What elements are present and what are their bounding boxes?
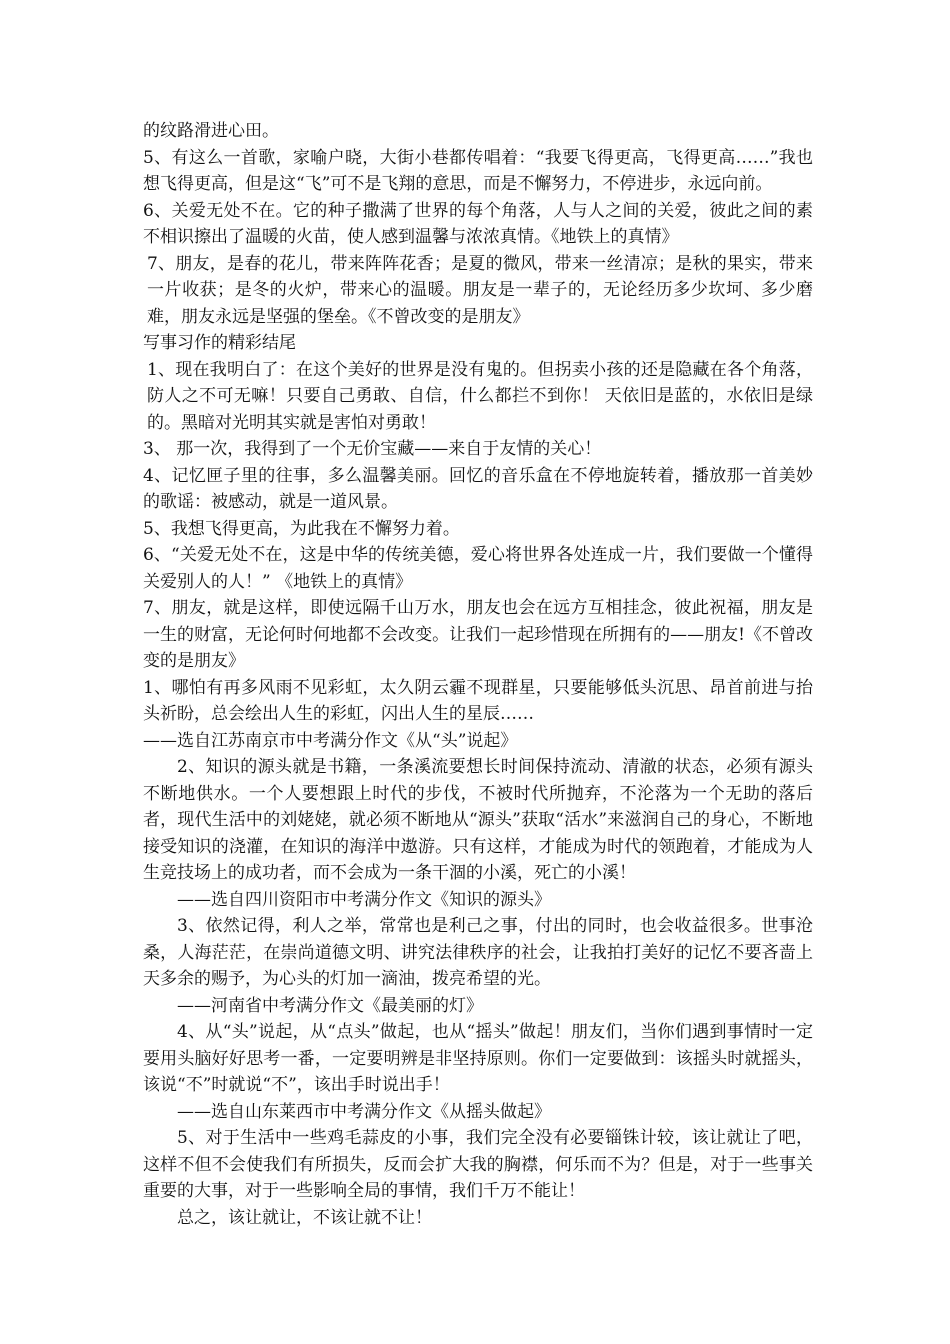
paragraph: 1、哪怕有再多风雨不见彩虹，太久阴云霾不现群星，只要能够低头沉思、昂首前进与抬头祈盼，总会绘出人生的彩虹，闪出人生的星辰…… [143,677,813,724]
document-body [143,118,813,1231]
paragraph: 5、我想飞得更高，为此我在不懈努力着。 [143,518,460,539]
paragraph: 1、现在我明白了：在这个美好的世界是没有鬼的。但拐卖小孩的还是隐藏在各个角落，防人之不可无嘛！只要自己勇敢、自信，什么都拦不到你！ 天依旧是蓝的，水依旧是绿的。黑暗对光明其实就是害怕对勇敢！ [147,359,813,433]
paragraph: 5、有这么一首歌，家喻户晓，大街小巷都传唱着：“我要飞得更高，飞得更高……”我也想飞得更高，但是这“飞”可不是飞翔的意思，而是不懈努力，不停进步，永远向前。 [143,147,813,194]
paragraph: 总之，该让就让，不该让就不让！ [177,1207,432,1228]
paragraph: ——选自山东莱西市中考满分作文《从摇头做起》 [177,1101,551,1122]
paragraph: 3、依然记得，利人之举，常常也是利己之事，付出的同时，也会收益很多。世事沧桑，人海茫茫，在崇尚道德文明、讲究法律秩序的社会，让我拍打美好的记忆不要吝啬上天多余的赐予，为心头的灯加一滴油，拨亮希望的光。 [143,916,813,989]
paragraph: 6、关爱无处不在。它的种子撒满了世界的每个角落，人与人之间的关爱，彼此之间的素不相识擦出了温暖的火苗，使人感到温馨与浓浓真情。《地铁上的真情》 [143,200,813,247]
paragraph: 2、知识的源头就是书籍，一条溪流要想长时间保持流动、清澈的状态，必须有源头不断地供水。一个人要想跟上时代的步伐，不被时代所抛弃，不沦落为一个无助的落后者，现代生活中的刘姥姥，就必须不断地从“源头”获取“活水”来滋润自己的身心，不断地接受知识的浇灌，在知识的海洋中遨游。只有这样，才能成为时代的领跑着，才能成为人生竞技场上的成功者，而不会成为一条干涸的小溪，死亡的小溪！ [143,757,813,883]
paragraph: 7、朋友，是春的花儿，带来阵阵花香；是夏的微风，带来一丝清凉；是秋的果实，带来一片收获；是冬的火炉，带来心的温暖。朋友是一辈子的，无论经历多少坎坷、多少磨难，朋友永远是坚强的堡垒。《不曾改变的是朋友》 [147,253,813,327]
paragraph: ——河南省中考满分作文《最美丽的灯》 [177,995,483,1016]
paragraph: 写事习作的精彩结尾 [143,333,296,353]
paragraph: 4、从“头”说起，从“点头”做起，也从“摇头”做起！朋友们，当你们遇到事情时一定要用头脑好好思考一番，一定要明辨是非坚持原则。你们一定要做到：该摇头时就摇头，该说“不”时就说“不”，该出手时说出手！ [143,1022,813,1095]
paragraph: 6、“关爱无处不在，这是中华的传统美德，爱心将世界各处连成一片，我们要做一个懂得关爱别人的人！” 《地铁上的真情》 [143,545,813,592]
paragraph: 5、对于生活中一些鸡毛蒜皮的小事，我们完全没有必要锱铢计较，该让就让了吧，这样不但不会使我们有所损失，反而会扩大我的胸襟，何乐而不为？但是，对于一些事关重要的大事，对于一些影响全局的事情，我们千万不能让！ [143,1128,813,1201]
paragraph: 3、 那一次，我得到了一个无价宝藏——来自于友情的关心！ [143,439,602,459]
paragraph: ——选自四川资阳市中考满分作文《知识的源头》 [177,889,551,910]
paragraph: 7、朋友，就是这样，即使远隔千山万水，朋友也会在远方互相挂念，彼此祝福，朋友是一生的财富，无论何时何地都不会改变。让我们一起珍惜现在所拥有的——朋友!《不曾改变的是朋友》 [143,598,813,671]
paragraph: 的纹路滑进心田。 [143,121,279,141]
paragraph: 4、记忆匣子里的往事，多么温馨美丽。回忆的音乐盒在不停地旋转着，播放那一首美妙的歌谣：被感动，就是一道风景。 [143,465,813,512]
paragraph: ——选自江苏南京市中考满分作文《从“头”说起》 [143,730,518,751]
